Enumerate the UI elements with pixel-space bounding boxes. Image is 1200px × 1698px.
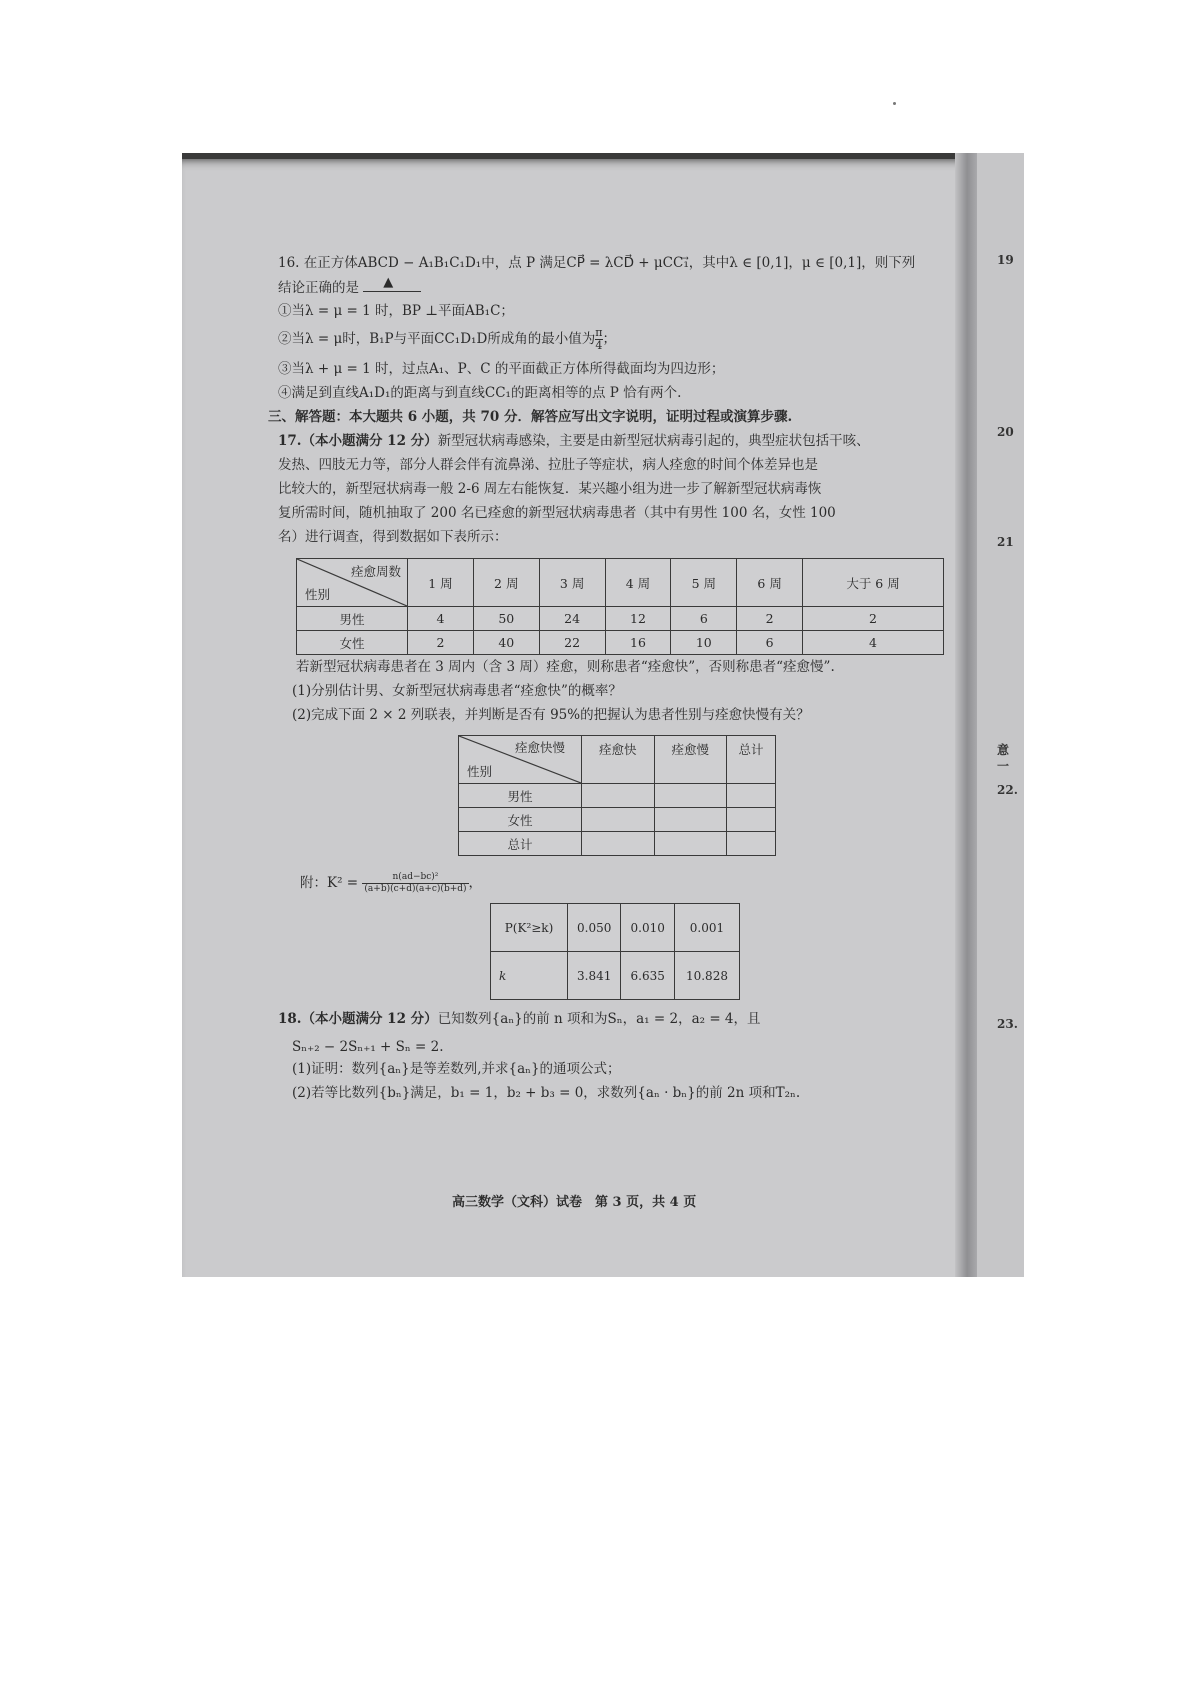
table-cell (582, 832, 655, 856)
q16-option-4: ④满足到直线A₁D₁的距离与到直线CC₁的距离相等的点 P 恰有两个. (278, 385, 682, 401)
table-cell: 0.001 (674, 904, 739, 952)
table-cell (727, 808, 776, 832)
pi-over-4-fraction (595, 327, 602, 352)
q16-option-2-suffix: ； (602, 331, 617, 347)
table2-row-label: 总计 (459, 832, 582, 856)
table-cell (727, 784, 776, 808)
table-cell: 2 (803, 607, 944, 631)
next-page-number: 19 (997, 253, 1014, 267)
formula-numerator: n(ad−bc)² (362, 872, 468, 884)
fraction-numerator: π (595, 326, 603, 339)
table1-corner-bottom: 性别 (305, 587, 331, 602)
table-cell: 6 (671, 607, 737, 631)
exam-page (182, 153, 955, 1277)
q16-option-2 (278, 327, 616, 352)
table-cell: 10.828 (674, 952, 739, 1000)
table-cell: 0.010 (621, 904, 674, 952)
q17-part-2: (2)完成下面 2 × 2 列联表，并判断是否有 95%的把握认为患者性别与痊愈快慢有关？ (292, 707, 810, 723)
section-3-heading: 三、解答题：本大题共 6 小题，共 70 分．解答应写出文字说明，证明过程或演算步骤. (268, 409, 793, 425)
q18-line4: (2)若等比数列{bₙ}满足，b₁ = 1，b₂ + b₃ = 0，求数列{aₙ · bₙ}的前 2n 项和T₂ₙ. (292, 1085, 801, 1101)
next-page-edge (977, 153, 1024, 1277)
table3-row-label: k (491, 952, 568, 1000)
table-cell: 3.841 (568, 952, 621, 1000)
table1-col-header: 1 周 (408, 559, 474, 607)
q17-line4: 复所需时间，随机抽取了 200 名已痊愈的新型冠状病毒患者（其中有男性 100 名，女性 100 (278, 505, 836, 521)
q17-line1 (278, 431, 870, 451)
table1-col-header: 大于 6 周 (803, 559, 944, 607)
q18-line2: Sₙ₊₂ − 2Sₙ₊₁ + Sₙ = 2. (292, 1039, 444, 1055)
q18-heading: 18.（本小题满分 12 分） (278, 1011, 438, 1027)
q18-line1-text: 已知数列{aₙ}的前 n 项和为Sₙ，a₁ = 2，a₂ = 4，且 (437, 1011, 761, 1027)
q16-option-2-text: ②当λ = μ时，B₁P与平面CC₁D₁D所成角的最小值为 (278, 331, 596, 347)
table-cell (582, 784, 655, 808)
q16-line1: 16. 在正方体ABCD − A₁B₁C₁D₁中，点 P 满足CP⃗ = λCD⃗ + μCC₁⃗，其中λ ∈ [0,1]，μ ∈ [0,1]，则下列 (278, 255, 916, 271)
q18-line1 (278, 1009, 761, 1029)
contingency-table (458, 735, 776, 856)
next-page-number: 意 (997, 743, 1010, 757)
table2-corner-bottom: 性别 (467, 764, 493, 779)
next-page-number: 22. (997, 783, 1018, 797)
table-row (491, 952, 740, 1000)
table-cell (654, 784, 727, 808)
table-cell: 6 (737, 631, 803, 655)
next-page-number: 一 (997, 759, 1010, 773)
table-row (459, 784, 776, 808)
q17-line5: 名）进行调查，得到数据如下表所示： (278, 529, 508, 545)
table-row (459, 808, 776, 832)
answer-blank (363, 277, 421, 292)
stray-dot (893, 102, 896, 105)
page-binding-gap (955, 153, 977, 1277)
table2-col-header: 总计 (727, 736, 776, 784)
table-cell: 24 (539, 607, 605, 631)
table1-corner-cell (297, 559, 408, 607)
table2-col-header: 痊愈慢 (654, 736, 727, 784)
next-page-number: 23. (997, 1017, 1018, 1031)
table-cell: 6.635 (621, 952, 674, 1000)
formula-prefix: 附：K² = (300, 875, 359, 891)
triangle-marker: ▲ (383, 275, 394, 290)
k-squared-formula (300, 869, 482, 897)
table2-row-label: 女性 (459, 808, 582, 832)
table2-corner-cell (459, 736, 582, 784)
q17-heading: 17.（本小题满分 12 分） (278, 433, 438, 449)
table2-corner-top: 痊愈快慢 (514, 740, 565, 755)
table-cell (727, 832, 776, 856)
q16-line2 (278, 277, 421, 298)
q17-line2: 发热、四肢无力等，部分人群会伴有流鼻涕、拉肚子等症状，病人痊愈的时间个体差异也是 (278, 457, 818, 473)
table-cell: 22 (539, 631, 605, 655)
q17-part-1: (1)分别估计男、女新型冠状病毒患者“痊愈快”的概率？ (292, 683, 622, 699)
next-page-number: 21 (997, 535, 1014, 549)
table-cell: 10 (671, 631, 737, 655)
next-page-number: 20 (997, 425, 1014, 439)
table-cell: 50 (473, 607, 539, 631)
formula-suffix: ， (468, 875, 483, 891)
table-cell (654, 808, 727, 832)
critical-values-table (490, 903, 740, 1000)
table1-row-label: 女性 (297, 631, 408, 655)
table-cell: 16 (605, 631, 671, 655)
table1-col-header: 5 周 (671, 559, 737, 607)
q18-line3: (1)证明：数列{aₙ}是等差数列,并求{aₙ}的通项公式； (292, 1061, 621, 1077)
q16-option-1: ①当λ = μ = 1 时，BP ⊥平面AB₁C； (278, 303, 514, 319)
table-row (297, 631, 944, 655)
table-row (491, 904, 740, 952)
table1-corner-top: 痊愈周数 (350, 564, 401, 579)
q17-line3: 比较大的，新型冠状病毒一般 2-6 周左右能恢复．某兴趣小组为进一步了解新型冠状病毒恢 (278, 481, 822, 497)
table-cell: 4 (408, 607, 474, 631)
table2-row-label: 男性 (459, 784, 582, 808)
formula-denominator: (a+b)(c+d)(a+c)(b+d) (364, 884, 467, 894)
table-cell (582, 808, 655, 832)
page-footer: 高三数学（文科）试卷 第 3 页，共 4 页 (452, 1195, 697, 1210)
table-cell: 12 (605, 607, 671, 631)
q17-line1-text: 新型冠状病毒感染，主要是由新型冠状病毒引起的，典型症状包括干咳、 (437, 433, 870, 449)
exam-page-photo (182, 153, 1024, 1277)
table1-col-header: 6 周 (737, 559, 803, 607)
q16-option-3: ③当λ + μ = 1 时，过点A₁、P、C 的平面截正方体所得截面均为四边形； (278, 361, 725, 377)
table3-row-label: P(K²≥k) (491, 904, 568, 952)
table-cell: 4 (803, 631, 944, 655)
recovery-weeks-table (296, 558, 944, 655)
table-cell (654, 832, 727, 856)
table1-col-header: 2 周 (473, 559, 539, 607)
table2-col-header: 痊愈快 (582, 736, 655, 784)
table-row (297, 607, 944, 631)
table1-col-header: 4 周 (605, 559, 671, 607)
table-cell: 0.050 (568, 904, 621, 952)
table1-col-header: 3 周 (539, 559, 605, 607)
table-cell: 2 (737, 607, 803, 631)
fraction-denominator: 4 (595, 339, 603, 352)
table-cell: 40 (473, 631, 539, 655)
formula-fraction (362, 872, 468, 895)
q16-line2-text: 结论正确的是 (278, 280, 359, 296)
q17-definition: 若新型冠状病毒患者在 3 周内（含 3 周）痊愈，则称患者“痊愈快”，否则称患者“痊愈慢”. (296, 659, 835, 675)
table1-row-label: 男性 (297, 607, 408, 631)
table-cell: 2 (408, 631, 474, 655)
table-row (459, 832, 776, 856)
